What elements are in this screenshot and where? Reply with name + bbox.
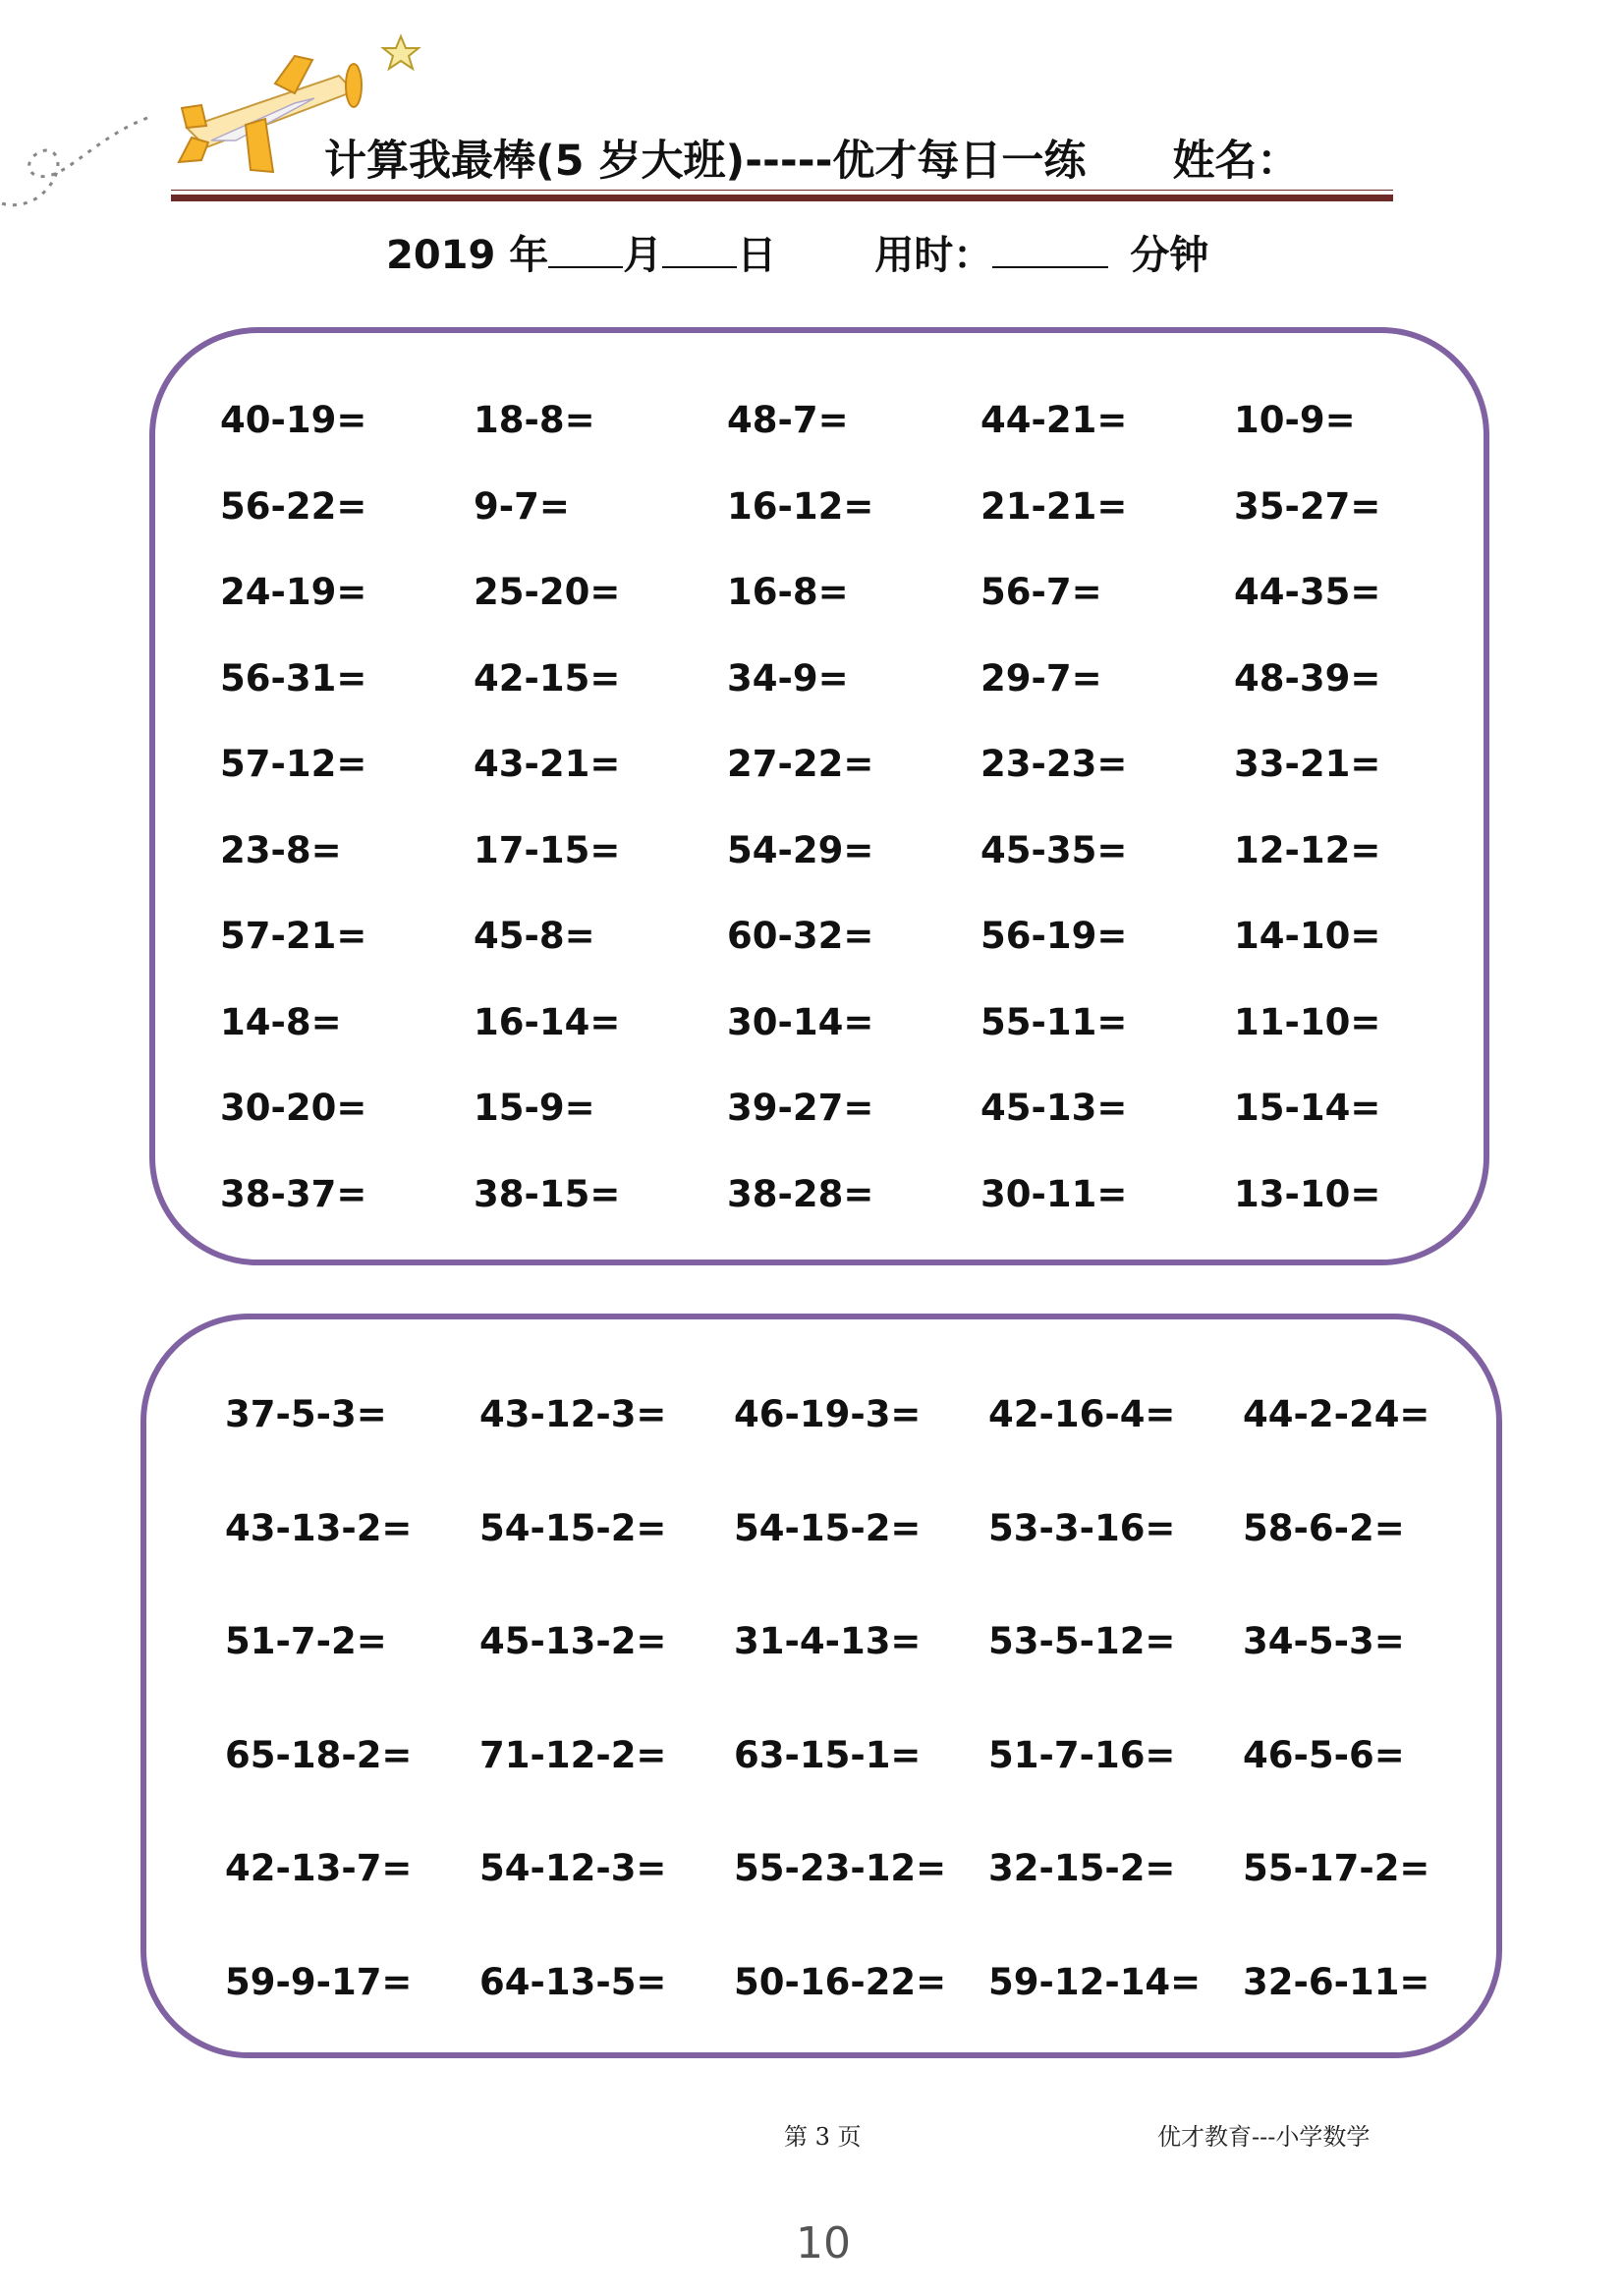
math-problem: 12-12= <box>1234 828 1381 871</box>
math-problem: 15-9= <box>474 1087 595 1129</box>
math-problem: 9-7= <box>474 484 570 528</box>
time-blank[interactable] <box>992 237 1108 268</box>
math-problem: 58-6-2= <box>1243 1506 1405 1549</box>
math-problem: 45-8= <box>474 915 595 957</box>
math-problem: 51-7-16= <box>988 1733 1176 1776</box>
math-problem: 54-29= <box>727 828 874 871</box>
math-problem: 60-32= <box>727 915 874 957</box>
header-rule-thin <box>171 190 1393 191</box>
math-problem: 45-13-2= <box>479 1620 667 1662</box>
math-problem: 57-12= <box>220 743 367 785</box>
math-problem: 51-7-2= <box>225 1620 387 1662</box>
math-problem: 45-13= <box>980 1087 1128 1129</box>
math-problem: 56-19= <box>980 915 1128 957</box>
page-number: 10 <box>796 2218 851 2268</box>
month-blank[interactable] <box>548 237 623 268</box>
math-problem: 54-15-2= <box>479 1506 667 1549</box>
section1-problems <box>220 391 1487 1251</box>
math-problem: 16-12= <box>727 484 874 528</box>
math-problem: 15-14= <box>1234 1087 1381 1129</box>
math-problem: 23-8= <box>220 828 342 871</box>
math-problem: 34-9= <box>727 656 849 700</box>
math-problem: 38-37= <box>220 1172 367 1215</box>
math-problem: 38-15= <box>474 1172 621 1215</box>
math-problem: 59-12-14= <box>988 1960 1202 2003</box>
month-label: 月 <box>623 233 663 278</box>
math-problem: 55-17-2= <box>1243 1847 1430 1889</box>
math-problem: 31-4-13= <box>734 1620 922 1662</box>
math-problem: 34-5-3= <box>1243 1620 1405 1662</box>
math-problem: 55-11= <box>980 1000 1128 1043</box>
day-label: 日 <box>737 233 777 278</box>
math-problem: 25-20= <box>474 571 621 613</box>
math-problem: 48-39= <box>1234 656 1381 700</box>
math-problem: 30-11= <box>980 1172 1128 1215</box>
math-problem: 53-3-16= <box>988 1506 1176 1549</box>
math-problem: 33-21= <box>1234 743 1381 785</box>
math-problem: 32-6-11= <box>1243 1960 1430 2003</box>
math-problem: 38-28= <box>727 1172 874 1215</box>
header-rule <box>171 195 1393 201</box>
math-problem: 59-9-17= <box>225 1960 413 2003</box>
math-problem: 11-10= <box>1234 1000 1381 1043</box>
math-problem: 27-22= <box>727 743 874 785</box>
math-problem: 45-35= <box>980 828 1128 871</box>
math-problem: 35-27= <box>1234 484 1381 528</box>
math-problem: 40-19= <box>220 399 367 441</box>
time-label: 用时： <box>874 233 993 278</box>
math-problem: 56-31= <box>220 656 367 700</box>
math-problem: 43-13-2= <box>225 1506 413 1549</box>
math-problem: 24-19= <box>220 571 367 613</box>
day-blank[interactable] <box>662 237 737 268</box>
title-text: 计算我最棒(5 岁大班)-----优才每日一练 <box>324 137 1087 186</box>
math-problem: 55-23-12= <box>734 1847 947 1889</box>
math-problem: 54-15-2= <box>734 1506 922 1549</box>
math-problem: 32-15-2= <box>988 1847 1176 1889</box>
math-problem: 37-5-3= <box>225 1393 387 1435</box>
math-problem: 16-14= <box>474 1000 621 1043</box>
math-problem: 30-14= <box>727 1000 874 1043</box>
math-problem: 42-16-4= <box>988 1393 1176 1435</box>
year-label: 2019 年 <box>386 233 549 278</box>
math-problem: 21-21= <box>980 484 1128 528</box>
math-problem: 13-10= <box>1234 1172 1381 1215</box>
math-problem: 71-12-2= <box>479 1733 667 1776</box>
math-problem: 56-7= <box>980 571 1102 613</box>
math-problem: 23-23= <box>980 743 1128 785</box>
star-icon <box>383 36 419 69</box>
math-problem: 16-8= <box>727 571 849 613</box>
math-problem: 46-5-6= <box>1243 1733 1405 1776</box>
math-problem: 10-9= <box>1234 399 1356 441</box>
math-problem: 42-13-7= <box>225 1847 413 1889</box>
math-problem: 14-8= <box>220 1000 342 1043</box>
worksheet-title <box>324 128 1405 188</box>
math-problem: 46-19-3= <box>734 1393 922 1435</box>
name-label: 姓名： <box>1172 137 1300 186</box>
math-problem: 29-7= <box>980 656 1102 700</box>
math-problem: 43-12-3= <box>479 1393 667 1435</box>
math-problem: 44-35= <box>1234 571 1381 613</box>
date-line <box>386 224 1270 280</box>
dotted-trail <box>2 118 147 205</box>
math-problem: 44-21= <box>980 399 1128 441</box>
math-problem: 50-16-22= <box>734 1960 947 2003</box>
math-problem: 44-2-24= <box>1243 1393 1430 1435</box>
math-problem: 48-7= <box>727 399 849 441</box>
math-problem: 56-22= <box>220 484 367 528</box>
math-problem: 64-13-5= <box>479 1960 667 2003</box>
math-problem: 14-10= <box>1234 915 1381 957</box>
math-problem: 17-15= <box>474 828 621 871</box>
math-problem: 30-20= <box>220 1087 367 1129</box>
math-problem: 18-8= <box>474 399 595 441</box>
math-problem: 43-21= <box>474 743 621 785</box>
section2-problems <box>225 1385 1497 2066</box>
math-problem: 63-15-1= <box>734 1733 922 1776</box>
math-problem: 39-27= <box>727 1087 874 1129</box>
minutes-label: 分钟 <box>1130 233 1209 278</box>
math-problem: 65-18-2= <box>225 1733 413 1776</box>
math-problem: 57-21= <box>220 915 367 957</box>
math-problem: 54-12-3= <box>479 1847 667 1889</box>
page-label: 第 3 页 <box>784 2123 862 2151</box>
math-problem: 53-5-12= <box>988 1620 1176 1662</box>
brand-label: 优才教育---小学数学 <box>1157 2123 1371 2151</box>
math-problem: 42-15= <box>474 656 621 700</box>
